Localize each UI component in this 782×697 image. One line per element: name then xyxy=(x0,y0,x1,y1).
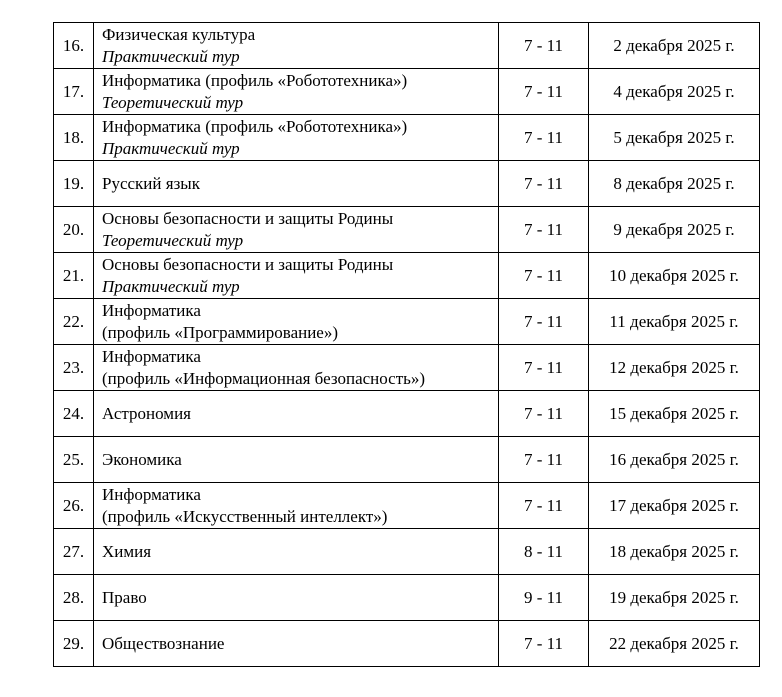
subject-cell xyxy=(94,23,499,69)
date-cell: 22 декабря 2025 г. xyxy=(589,621,760,667)
grades-cell: 7 - 11 xyxy=(499,299,589,345)
subject-cell xyxy=(94,529,499,575)
subject-name: Химия xyxy=(102,541,152,561)
grades-cell: 7 - 11 xyxy=(499,23,589,69)
subject-cell xyxy=(94,299,499,345)
subject-cell xyxy=(94,161,499,207)
subject-detail: (профиль «Искусственный интеллект») xyxy=(102,506,388,526)
subject-name: Астрономия xyxy=(102,403,191,423)
grades-cell: 7 - 11 xyxy=(499,207,589,253)
grades-cell: 7 - 11 xyxy=(499,437,589,483)
subject-detail: Практический тур xyxy=(102,276,240,296)
subject-name: Информатика xyxy=(102,484,201,504)
table-row xyxy=(54,437,760,483)
table-row xyxy=(54,575,760,621)
date-cell: 8 декабря 2025 г. xyxy=(589,161,760,207)
olympiad-schedule-table xyxy=(53,22,760,667)
schedule-table-body xyxy=(54,23,760,667)
grades-cell: 7 - 11 xyxy=(499,115,589,161)
subject-name: Основы безопасности и защиты Родины xyxy=(102,208,394,228)
subject-detail: Практический тур xyxy=(102,138,240,158)
date-cell: 15 декабря 2025 г. xyxy=(589,391,760,437)
grades-cell: 7 - 11 xyxy=(499,345,589,391)
table-row xyxy=(54,529,760,575)
row-number: 26. xyxy=(54,483,94,529)
table-row xyxy=(54,115,760,161)
subject-detail: (профиль «Информационная безопасность») xyxy=(102,368,426,388)
date-cell: 12 декабря 2025 г. xyxy=(589,345,760,391)
date-cell: 2 декабря 2025 г. xyxy=(589,23,760,69)
table-row xyxy=(54,161,760,207)
row-number: 25. xyxy=(54,437,94,483)
subject-name: Обществознание xyxy=(102,633,225,653)
row-number: 16. xyxy=(54,23,94,69)
grades-cell: 7 - 11 xyxy=(499,161,589,207)
subject-detail: Теоретический тур xyxy=(102,230,244,250)
date-cell: 18 декабря 2025 г. xyxy=(589,529,760,575)
row-number: 22. xyxy=(54,299,94,345)
date-cell: 16 декабря 2025 г. xyxy=(589,437,760,483)
date-cell: 10 декабря 2025 г. xyxy=(589,253,760,299)
date-cell: 4 декабря 2025 г. xyxy=(589,69,760,115)
table-row xyxy=(54,391,760,437)
row-number: 17. xyxy=(54,69,94,115)
subject-name: Физическая культура xyxy=(102,24,256,44)
subject-name: Информатика (профиль «Робототехника») xyxy=(102,116,408,136)
table-row xyxy=(54,23,760,69)
row-number: 19. xyxy=(54,161,94,207)
row-number: 24. xyxy=(54,391,94,437)
subject-name: Основы безопасности и защиты Родины xyxy=(102,254,394,274)
row-number: 29. xyxy=(54,621,94,667)
subject-cell xyxy=(94,345,499,391)
subject-cell xyxy=(94,391,499,437)
subject-cell xyxy=(94,253,499,299)
subject-cell xyxy=(94,575,499,621)
date-cell: 11 декабря 2025 г. xyxy=(589,299,760,345)
subject-detail: Практический тур xyxy=(102,46,240,66)
table-row xyxy=(54,69,760,115)
date-cell: 17 декабря 2025 г. xyxy=(589,483,760,529)
grades-cell: 7 - 11 xyxy=(499,69,589,115)
table-row xyxy=(54,299,760,345)
row-number: 28. xyxy=(54,575,94,621)
table-row xyxy=(54,621,760,667)
subject-name: Русский язык xyxy=(102,173,200,193)
subject-name: Информатика (профиль «Робототехника») xyxy=(102,70,408,90)
subject-detail: (профиль «Программирование») xyxy=(102,322,339,342)
grades-cell: 7 - 11 xyxy=(499,483,589,529)
grades-cell: 7 - 11 xyxy=(499,621,589,667)
row-number: 27. xyxy=(54,529,94,575)
date-cell: 9 декабря 2025 г. xyxy=(589,207,760,253)
row-number: 18. xyxy=(54,115,94,161)
subject-cell xyxy=(94,483,499,529)
grades-cell: 7 - 11 xyxy=(499,253,589,299)
row-number: 23. xyxy=(54,345,94,391)
subject-cell xyxy=(94,69,499,115)
date-cell: 19 декабря 2025 г. xyxy=(589,575,760,621)
subject-name: Право xyxy=(102,587,147,607)
grades-cell: 9 - 11 xyxy=(499,575,589,621)
subject-name: Информатика xyxy=(102,346,201,366)
table-row xyxy=(54,207,760,253)
subject-name: Экономика xyxy=(102,449,182,469)
grades-cell: 7 - 11 xyxy=(499,391,589,437)
table-row xyxy=(54,345,760,391)
subject-cell xyxy=(94,207,499,253)
grades-cell: 8 - 11 xyxy=(499,529,589,575)
subject-cell xyxy=(94,621,499,667)
subject-detail: Теоретический тур xyxy=(102,92,244,112)
subject-name: Информатика xyxy=(102,300,201,320)
subject-cell xyxy=(94,115,499,161)
row-number: 21. xyxy=(54,253,94,299)
subject-cell xyxy=(94,437,499,483)
row-number: 20. xyxy=(54,207,94,253)
table-row xyxy=(54,253,760,299)
date-cell: 5 декабря 2025 г. xyxy=(589,115,760,161)
table-row xyxy=(54,483,760,529)
